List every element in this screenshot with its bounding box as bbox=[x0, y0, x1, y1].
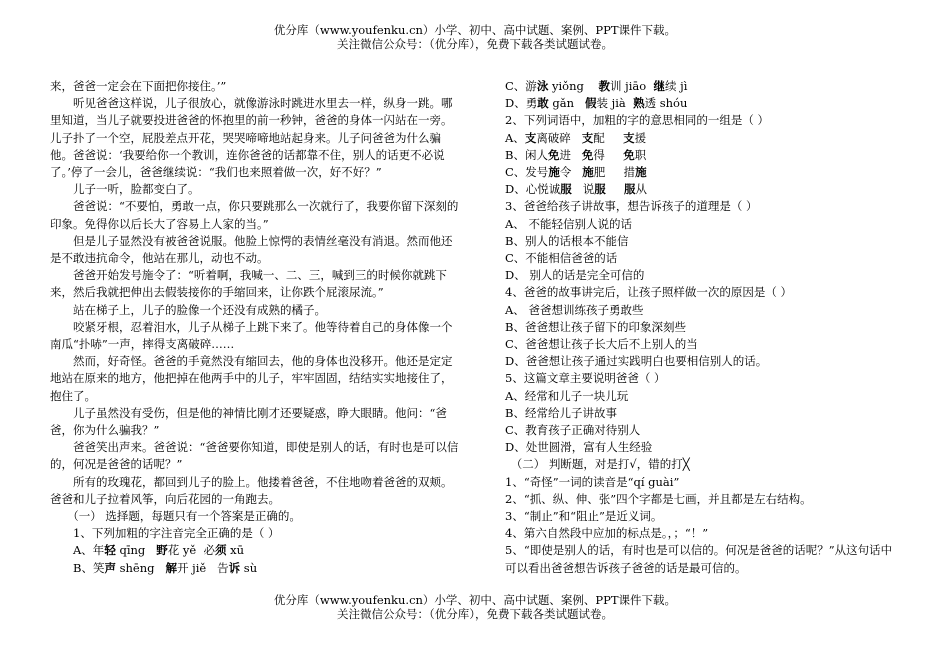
bold-char: 教 bbox=[598, 79, 610, 93]
option-text: 装 jià bbox=[596, 96, 634, 111]
right-column bbox=[505, 78, 900, 577]
option-text: gǎn bbox=[548, 96, 585, 111]
question-5-stem: 5、这篇文章主要说明爸爸（ ） bbox=[505, 371, 666, 386]
judge-item-3: 3、“制止”和“阻止”是近义词。 bbox=[505, 509, 663, 524]
option-text: sù bbox=[240, 560, 258, 575]
option-text: 得 bbox=[593, 147, 624, 162]
bold-char: 免 bbox=[581, 147, 594, 162]
option-text: xū bbox=[226, 543, 245, 558]
option-text: 肥 措 bbox=[593, 165, 636, 180]
question-2-option-a bbox=[505, 130, 900, 147]
question-1-option-b bbox=[50, 560, 460, 577]
option-text: C、发号 bbox=[505, 165, 549, 180]
question-2-option-d bbox=[505, 181, 900, 198]
question-3-option-b: B、别人的话根本不能信 bbox=[505, 233, 629, 248]
option-text: 令 bbox=[559, 165, 583, 180]
section-1-title: （一） 选择题，每题只有一个答案是正确的。 bbox=[67, 509, 301, 524]
footer-line-1: 优分库（www.youfenku.cn）小学、初中、高中试题、案例、PPT课件下载。 bbox=[273, 593, 677, 607]
option-text: 职 bbox=[634, 147, 647, 162]
bold-char: 支 bbox=[524, 130, 537, 145]
question-4-stem: 4、爸爸的故事讲完后，让孩子照样做一次的原因是（ ） bbox=[505, 285, 792, 300]
judge-item-2: 2、“抓、纵、伸、张”四个字都是七画，并且都是左右结构。 bbox=[505, 491, 812, 506]
question-4-option-a: A、 爸爸想训练孩子勇敢些 bbox=[505, 302, 644, 317]
bold-char: 继 bbox=[653, 79, 665, 93]
option-text: 说 bbox=[571, 182, 595, 197]
option-text: A、 bbox=[505, 130, 525, 145]
bold-char: 免 bbox=[623, 147, 635, 162]
question-3-option-a: A、 不能轻信别人说的话 bbox=[505, 216, 632, 231]
question-1-option-c bbox=[505, 78, 900, 95]
story-paragraph: 爸爸开始发号施令了：“听着啊，我喊一、二、三，喊到三的时候你就跳下来，然后我就把伸出去假装接你的手缩回来，让你跌个屁滚尿流。” bbox=[50, 268, 447, 300]
option-text: 援 bbox=[634, 130, 647, 145]
bold-char: 野 bbox=[156, 543, 168, 558]
story-paragraph: 爸爸说：“不要怕，勇敢一点，你只要跳那么一次就行了，我要你留下深刻的印象。免得你以后长大了容易上人家的当。” bbox=[50, 199, 459, 231]
option-text: B、闲人 bbox=[505, 147, 548, 162]
bold-char: 免 bbox=[547, 147, 560, 162]
story-paragraph: 儿子一听，脸都变白了。 bbox=[73, 182, 200, 197]
story-paragraph: 所有的玫瑰花，都回到儿子的脸上。他搂着爸爸，不住地吻着爸爸的双颊。爸爸和儿子拉着风筝，向后花园的一角跑去。 bbox=[50, 474, 453, 506]
bold-char: 服 bbox=[560, 182, 572, 197]
option-text: 配 bbox=[593, 130, 624, 145]
question-5-option-c: C、教育孩子正确对待别人 bbox=[505, 423, 641, 438]
judge-item-5: 5、“即使是别人的话，有时也是可以信的。何况是爸爸的话呢？”从这句话中可以看出爸爸想告诉孩子爸爸的话是最可信的。 bbox=[505, 543, 893, 575]
option-text: A、年 bbox=[73, 543, 105, 558]
option-text: D、心悦诚 bbox=[505, 182, 561, 197]
section-2-title: （二） 判断题，对是打√，错的打╳ bbox=[510, 457, 690, 472]
bold-char: 假 bbox=[584, 96, 597, 111]
page-header bbox=[0, 23, 950, 51]
bold-char: 施 bbox=[635, 165, 647, 180]
option-text: 离破碎 bbox=[536, 130, 582, 145]
bold-char: 熟 bbox=[633, 96, 645, 111]
bold-char: 轻 bbox=[104, 543, 116, 558]
option-text bbox=[606, 182, 624, 196]
question-3-option-c: C、不能相信爸爸的话 bbox=[505, 251, 618, 266]
option-text: 进 bbox=[559, 147, 582, 162]
option-text: yiǒng bbox=[548, 79, 599, 93]
story-paragraph: 站在梯子上，儿子的脸像一个还没有成熟的橘子。 bbox=[73, 302, 326, 317]
header-line-2: 关注微信公众号：（优分库），免费下载各类试题试卷。 bbox=[337, 37, 613, 51]
question-3-stem: 3、爸爸给孩子讲故事，想告诉孩子的道理是（ ） bbox=[505, 199, 758, 214]
page-footer bbox=[0, 593, 950, 621]
story-paragraph: 咬紧牙根，忍着泪水，儿子从梯子上跳下来了。他等待着自己的身体像一个南瓜“扑哧”一声，摔得支离破碎…… bbox=[50, 319, 453, 352]
bold-char: 须 bbox=[215, 543, 227, 558]
option-text: D、勇 bbox=[505, 96, 538, 111]
question-5-option-d: D、处世圆滑，富有人生经验 bbox=[505, 440, 653, 455]
story-paragraph: 但是儿子显然没有被爸爸说服。他脸上惊愕的表情丝毫没有消退。然而他还是不敢违抗命令，他站在那儿，动也不动。 bbox=[50, 233, 453, 266]
option-text: B、笑 bbox=[73, 560, 105, 575]
bold-char: 服 bbox=[623, 182, 636, 197]
question-4-option-b: B、爸爸想让孩子留下的印象深刻些 bbox=[505, 319, 686, 334]
bold-char: 施 bbox=[548, 165, 560, 180]
story-paragraph: 来，爸爸一定会在下面把你接住。’” bbox=[50, 79, 227, 93]
option-text: shēng bbox=[115, 560, 166, 575]
header-line-1: 优分库（www.youfenku.cn）小学、初中、高中试题、案例、PPT课件下载。 bbox=[273, 23, 677, 37]
question-5-option-a: A、经常和儿子一块儿玩 bbox=[505, 388, 629, 403]
left-column bbox=[50, 78, 460, 577]
bold-char: 泳 bbox=[536, 79, 549, 93]
bold-char: 解 bbox=[165, 560, 177, 575]
option-text: 开 jiě 告 bbox=[176, 560, 229, 575]
bold-char: 支 bbox=[623, 130, 635, 145]
question-2-option-b bbox=[505, 147, 900, 164]
bold-char: 施 bbox=[582, 165, 594, 180]
option-text: C、游 bbox=[505, 79, 537, 93]
question-1-option-d bbox=[505, 95, 900, 112]
option-text: 续 jì bbox=[664, 79, 688, 93]
story-paragraph: 儿子虽然没有受伤，但是他的神情比刚才还要疑惑，睁大眼睛。他问：“爸爸，你为什么骗我？” bbox=[50, 405, 447, 438]
bold-char: 诉 bbox=[228, 560, 241, 575]
option-text: 透 shóu bbox=[644, 96, 688, 111]
question-4-option-d: D、爸爸想让孩子通过实践明白也要相信别人的话。 bbox=[505, 354, 768, 369]
bold-char: 支 bbox=[581, 130, 594, 145]
bold-char: 敢 bbox=[537, 96, 549, 111]
question-2-option-c bbox=[505, 164, 900, 181]
option-text: 从 bbox=[635, 182, 647, 197]
question-5-option-b: B、经常给儿子讲故事 bbox=[505, 405, 617, 420]
story-paragraph: 听见爸爸这样说，儿子很放心，就像游泳时跳进水里去一样，纵身一跳。哪里知道，当儿子就要投进爸爸的怀抱里的前一秒钟，爸爸的身体一闪站在一旁。儿子扑了一个空，屁股差点开花，哭哭啼啼地站起身来。儿子问爸爸为什么骗他。爸爸说：‘我要给你一个教训，连你爸爸的话都靠不住，别人的话更不必说了。’停了一会儿，爸爸继续说：“我们也来照着做一次，好不好？” bbox=[50, 96, 453, 180]
story-paragraph: 爸爸笑出声来。爸爸说：“爸爸要你知道，即使是别人的话，有时也是可以信的，何况是爸爸的话呢？” bbox=[50, 440, 459, 472]
question-3-option-d: D、 别人的话是完全可信的 bbox=[505, 268, 645, 283]
footer-line-2: 关注微信公众号：（优分库），免费下载各类试题试卷。 bbox=[337, 607, 613, 621]
option-text: 训 jiāo bbox=[609, 79, 654, 93]
question-2-stem: 2、下列词语中，加粗的字的意思相同的一组是（ ） bbox=[505, 113, 769, 128]
question-4-option-c: C、爸爸想让孩子长大后不上别人的当 bbox=[505, 337, 698, 352]
question-1-option-a bbox=[50, 542, 460, 559]
option-text: 花 yě 必 bbox=[167, 543, 216, 558]
story-paragraph: 然而，好奇怪。爸爸的手竟然没有缩回去，他的身体也没移开。他还是定定地站在原来的地方，他把掉在他两手中的儿子，牢牢固固，结结实实地接住了，抱住了。 bbox=[50, 354, 453, 403]
bold-char: 声 bbox=[104, 560, 116, 575]
judge-item-1: 1、“奇怪”一词的读音是“qí guài” bbox=[505, 474, 680, 489]
question-1-stem: 1、下列加粗的字注音完全正确的是（ ） bbox=[73, 526, 280, 541]
option-text: qīng bbox=[115, 543, 157, 558]
bold-char: 服 bbox=[594, 182, 606, 197]
judge-item-4: 4、第六自然段中应加的标点是。，；“！” bbox=[505, 526, 709, 541]
